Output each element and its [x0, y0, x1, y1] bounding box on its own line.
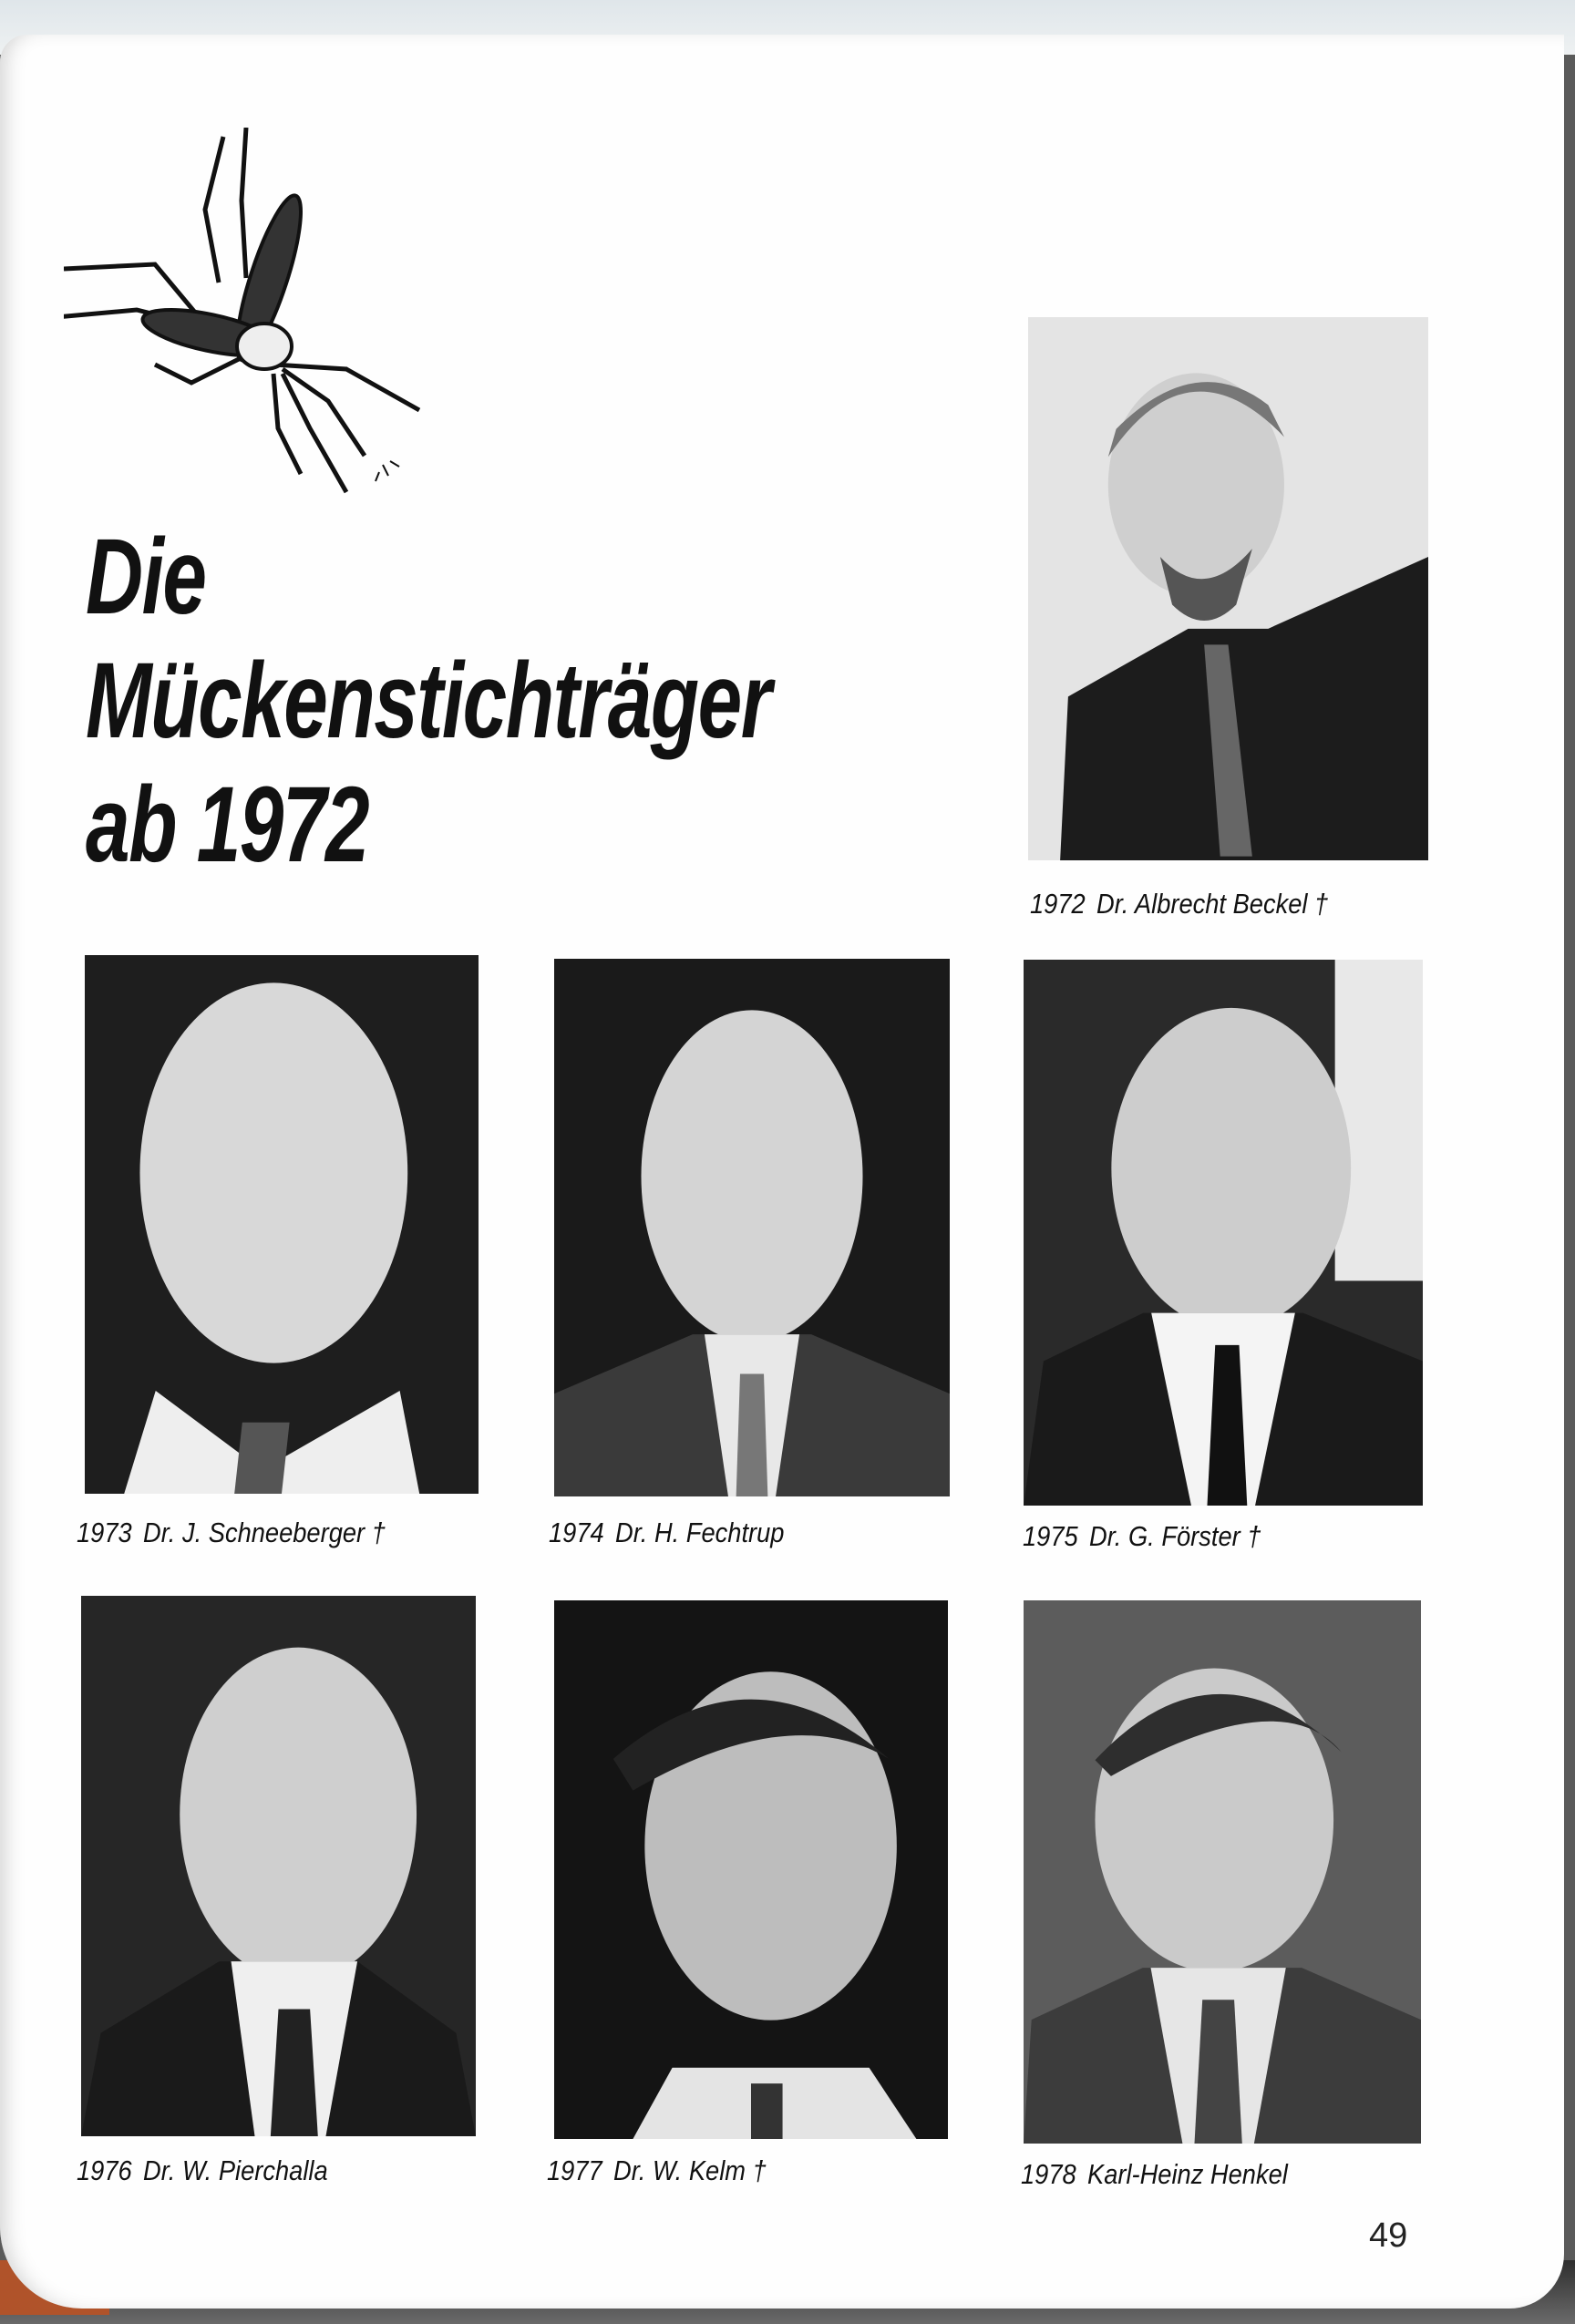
caption-year: 1977 — [547, 2154, 602, 2186]
caption-year: 1978 — [1021, 2158, 1076, 2190]
caption-year: 1975 — [1023, 1520, 1078, 1552]
dagger-icon: † — [1247, 1520, 1261, 1552]
portrait-photo-1974 — [554, 959, 950, 1496]
caption-year: 1974 — [549, 1517, 604, 1548]
caption-1973 — [77, 1517, 386, 1549]
portrait-photo-1976 — [81, 1596, 476, 2136]
caption-name: Dr. H. Fechtrup — [615, 1517, 785, 1548]
caption-1972 — [1030, 888, 1328, 920]
caption-year: 1973 — [77, 1517, 132, 1548]
caption-name: Dr. W. Kelm — [613, 2154, 746, 2186]
caption-name: Dr. J. Schneeberger — [143, 1517, 365, 1548]
caption-1976 — [77, 2154, 328, 2187]
title-line-1: Die — [86, 517, 206, 637]
page-title — [86, 515, 770, 887]
portrait-photo-1977 — [554, 1600, 948, 2139]
portrait-photo-1978 — [1024, 1600, 1421, 2144]
caption-name: Dr. Albrecht Beckel — [1096, 888, 1308, 920]
page-number: 49 — [1369, 2216, 1408, 2255]
mosquito-illustration-icon — [64, 128, 428, 510]
caption-year: 1976 — [77, 2154, 132, 2186]
caption-1977 — [547, 2154, 767, 2187]
portrait-photo-1975 — [1024, 960, 1423, 1506]
caption-1975 — [1023, 1520, 1261, 1553]
title-line-3: ab 1972 — [86, 765, 369, 885]
caption-year: 1972 — [1030, 888, 1086, 920]
dagger-icon: † — [1314, 888, 1329, 920]
dagger-icon: † — [371, 1517, 386, 1548]
dagger-icon: † — [752, 2154, 767, 2186]
caption-name: Dr. G. Förster — [1089, 1520, 1240, 1552]
title-line-2: Mückenstichträger — [86, 641, 771, 761]
caption-1974 — [549, 1517, 784, 1549]
portrait-photo-1973 — [85, 955, 479, 1494]
caption-1978 — [1021, 2158, 1288, 2191]
caption-name: Dr. W. Pierchalla — [143, 2154, 328, 2186]
portrait-photo-1972 — [1028, 317, 1428, 860]
caption-name: Karl-Heinz Henkel — [1087, 2158, 1288, 2190]
